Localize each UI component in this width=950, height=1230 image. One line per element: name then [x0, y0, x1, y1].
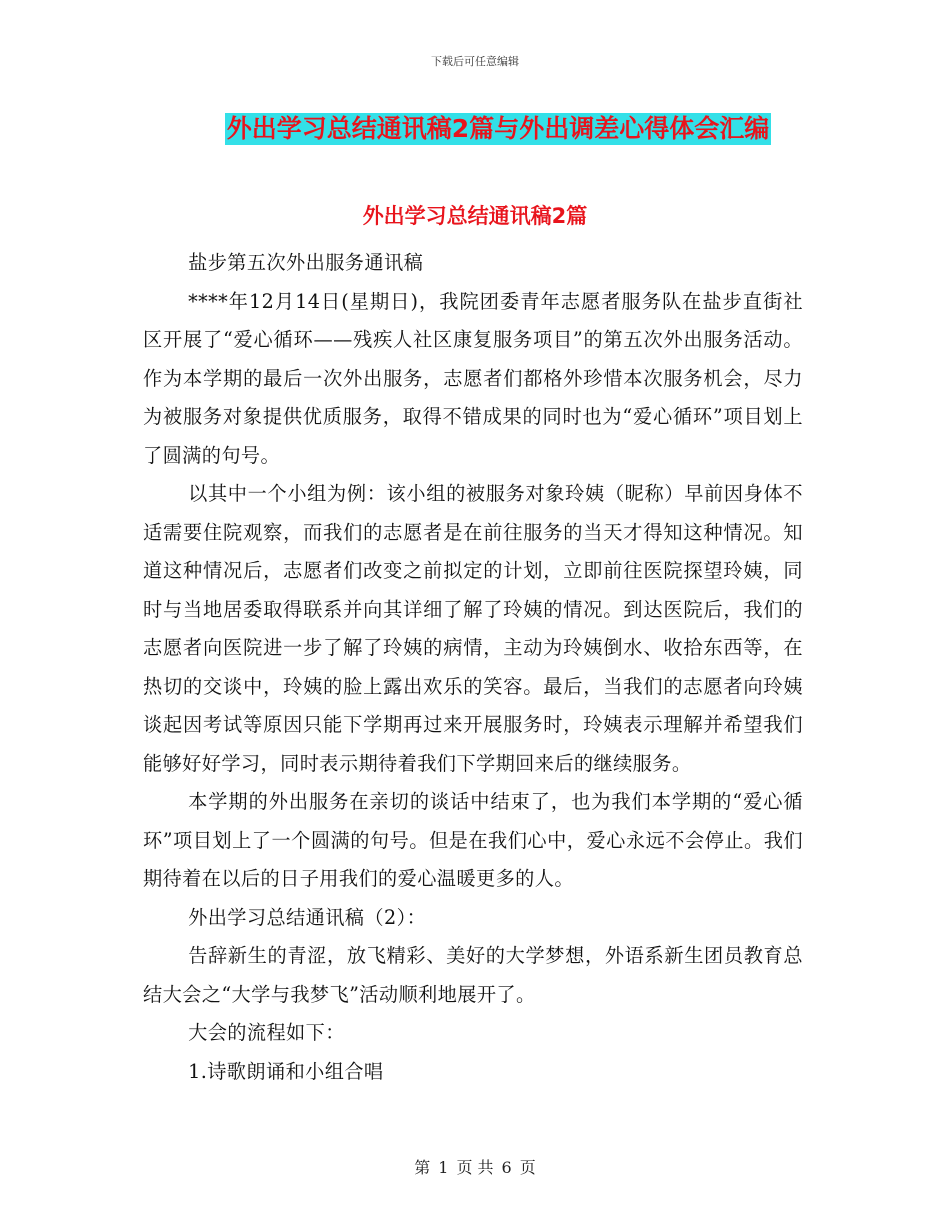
main-title: 外出学习总结通讯稿2篇与外出调差心得体会汇编: [226, 114, 770, 143]
paragraph: 以其中一个小组为例：该小组的被服务对象玲姨（昵称）早前因身体不适需要住院观察，而我们的志愿者是在前往服务的当天才得知这种情况。知道这种情况后，志愿者们改变之前拟定的计划，立即前往医院探望玲姨，同时与当地居委取得联系并向其详细了解了玲姨的情况。到达医院后，我们的志愿者向医院进一步了解了玲姨的病情，主动为玲姨倒水、收拾东西等，在热切的交谈中，玲姨的脸上露出欢乐的笑容。最后，当我们的志愿者向玲姨谈起因考试等原因只能下学期再过来开展服务时，玲姨表示理解并希望我们能够好好学习，同时表示期待着我们下学期回来后的继续服务。: [143, 482, 803, 775]
footer-middle: 页 共: [456, 1158, 494, 1177]
paragraph: 1.诗歌朗诵和小组合唱: [188, 1059, 384, 1083]
page-footer: [0, 1155, 950, 1178]
footer-prefix: 第: [414, 1158, 431, 1177]
footer-total-pages: 6: [501, 1158, 512, 1177]
footer-suffix: 页: [519, 1158, 536, 1177]
page-header-note: 下载后可任意编辑: [431, 55, 519, 68]
paragraph: 外出学习总结通讯稿（2）：: [188, 905, 427, 929]
paragraph: ****年12月14日(星期日)，我院团委青年志愿者服务队在盐步直街社区开展了“爱心循环——残疾人社区康复服务项目”的第五次外出服务活动。作为本学期的最后一次外出服务，志愿者们都格外珍惜本次服务机会，尽力为被服务对象提供优质服务，取得不错成果的同时也为“爱心循环”项目划上了圆满的句号。: [143, 289, 803, 467]
sub-title: 外出学习总结通讯稿2篇: [362, 204, 588, 228]
paragraph: 告辞新生的青涩，放飞精彩、美好的大学梦想，外语系新生团员教育总结大会之“大学与我梦飞”活动顺利地展开了。: [143, 944, 803, 1006]
paragraph: 本学期的外出服务在亲切的谈话中结束了，也为我们本学期的“爱心循环”项目划上了一个圆满的句号。但是在我们心中，爱心永远不会停止。我们期待着在以后的日子用我们的爱心温暖更多的人。: [143, 790, 803, 890]
paragraph: 大会的流程如下：: [188, 1021, 345, 1044]
document-body: [143, 244, 803, 1091]
footer-page-number: 1: [438, 1158, 449, 1177]
paragraph: 盐步第五次外出服务通讯稿: [188, 251, 424, 274]
main-title-container: [0, 113, 950, 145]
